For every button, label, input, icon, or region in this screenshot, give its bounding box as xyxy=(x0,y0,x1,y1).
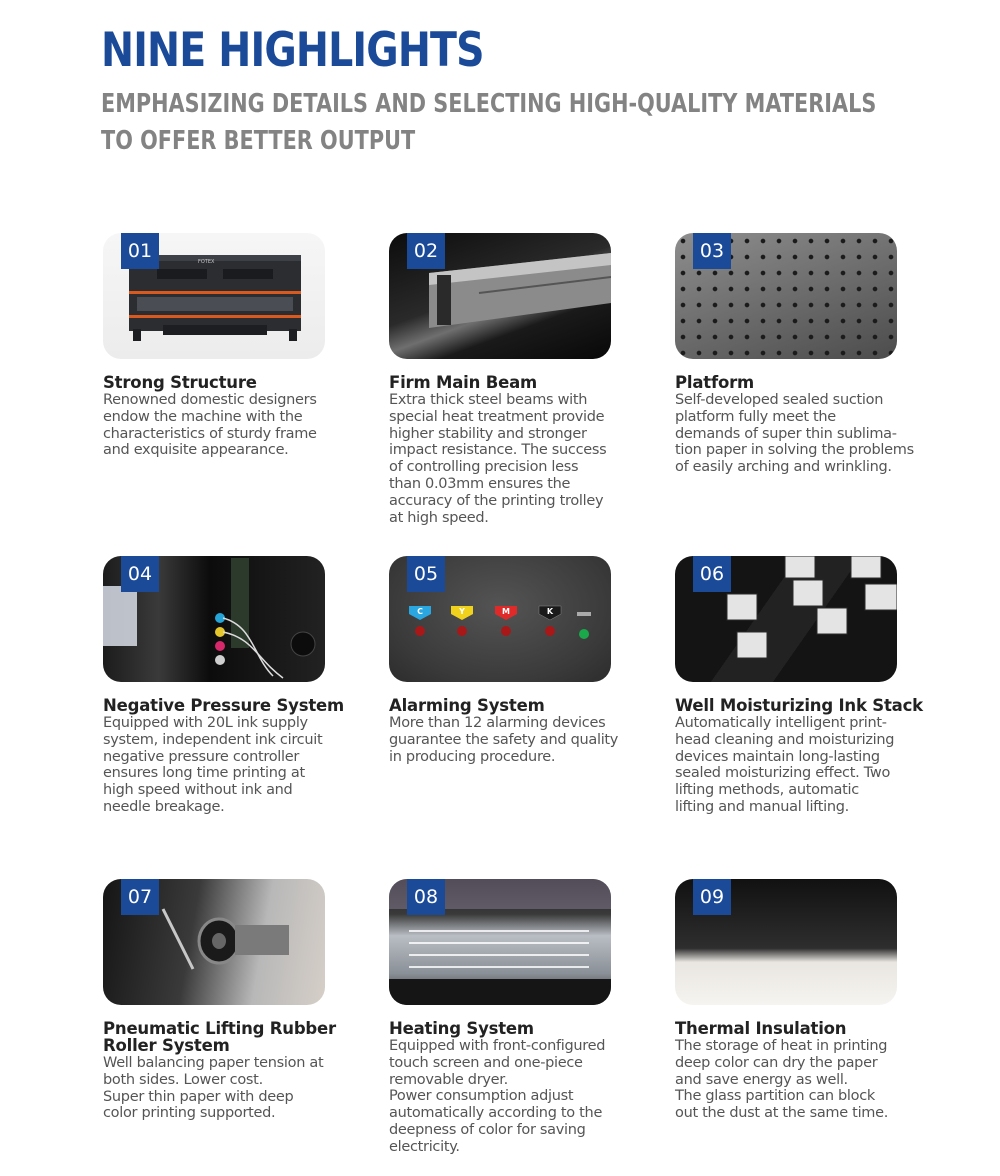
subtitle-line-2: TO OFFER BETTER OUTPUT xyxy=(101,126,416,156)
description-line: impact resistance. The success xyxy=(389,442,607,459)
description-line: Automatically intelligent print- xyxy=(675,715,887,731)
highlight-card-03 xyxy=(675,233,925,476)
description-line: lifting methods, automatic xyxy=(675,782,859,799)
description-line: platform fully meet the xyxy=(675,408,836,425)
highlight-description xyxy=(675,715,925,816)
description-line: Super thin paper with deep xyxy=(103,1088,294,1105)
highlight-title: Well Moisturizing Ink Stack xyxy=(675,696,923,715)
highlight-number: 04 xyxy=(121,556,159,592)
highlight-number: 07 xyxy=(121,879,159,915)
thermal-insulation-photo xyxy=(675,879,897,1005)
alarm-black xyxy=(539,606,561,636)
highlight-card-06 xyxy=(675,556,925,816)
description-line: Extra thick steel beams with xyxy=(389,392,588,408)
highlight-description xyxy=(675,392,925,476)
dryer-photo xyxy=(389,879,611,1005)
description-line: characteristics of sturdy frame xyxy=(103,425,317,442)
description-line: deep color can dry the paper xyxy=(675,1054,878,1071)
description-line: tion paper in solving the problems xyxy=(675,442,914,459)
description-line: head cleaning and moisturizing xyxy=(675,731,895,748)
description-line: Self-developed sealed suction xyxy=(675,392,884,408)
alarm-panel-photo xyxy=(389,556,611,682)
highlight-title: Negative Pressure System xyxy=(103,696,344,715)
description-line: devices maintain long-lasting xyxy=(675,748,880,765)
ink-supply-photo xyxy=(103,556,325,682)
alarm-yellow xyxy=(451,606,473,636)
highlight-card-09 xyxy=(675,879,925,1122)
description-line: More than 12 alarming devices xyxy=(389,715,606,731)
description-line: out the dust at the same time. xyxy=(675,1105,889,1122)
highlight-number: 08 xyxy=(407,879,445,915)
description-line: at high speed. xyxy=(389,509,489,526)
highlight-card-04 xyxy=(103,556,353,816)
highlight-title: Platform xyxy=(675,373,755,392)
steel-beam-photo xyxy=(389,233,611,359)
description-line: than 0.03mm ensures the xyxy=(389,475,571,492)
description-line: deepness of color for saving xyxy=(389,1121,586,1138)
highlight-description xyxy=(103,392,353,459)
description-line: of controlling precision less xyxy=(389,459,579,476)
highlight-description xyxy=(389,1038,639,1156)
description-line: and exquisite appearance. xyxy=(103,442,289,459)
description-line: needle breakage. xyxy=(103,798,225,815)
description-line: ensures long time printing at xyxy=(103,765,305,782)
highlight-title: Strong Structure xyxy=(103,373,257,392)
highlight-description xyxy=(103,1055,353,1122)
highlight-number: 05 xyxy=(407,556,445,592)
alarm-cyan xyxy=(409,606,431,636)
alarm-label-c: C xyxy=(417,607,423,616)
description-line: negative pressure controller xyxy=(103,748,300,765)
highlight-description xyxy=(675,1038,925,1122)
description-line: both sides. Lower cost. xyxy=(103,1071,263,1088)
description-line: system, independent ink circuit xyxy=(103,731,323,748)
highlight-number: 02 xyxy=(407,233,445,269)
description-line: removable dryer. xyxy=(389,1071,508,1088)
highlight-title: Heating System xyxy=(389,1019,534,1038)
subtitle-line-1: EMPHASIZING DETAILS AND SELECTING HIGH-QUALITY MATERIALS xyxy=(101,89,877,119)
rubber-roller-photo xyxy=(103,879,325,1005)
alarm-magenta xyxy=(495,606,517,636)
highlight-description xyxy=(389,392,639,526)
highlight-card-07 xyxy=(103,879,353,1122)
highlight-number: 06 xyxy=(693,556,731,592)
description-line: higher stability and stronger xyxy=(389,425,587,442)
highlight-description xyxy=(389,715,639,765)
description-line: electricity. xyxy=(389,1138,460,1155)
title-line: Roller System xyxy=(103,1036,230,1055)
page-title: NINE HIGHLIGHTS xyxy=(101,23,484,78)
description-line: Power consumption adjust xyxy=(389,1088,574,1105)
title-line: Pneumatic Lifting Rubber xyxy=(103,1019,336,1038)
description-line: endow the machine with the xyxy=(103,408,303,425)
description-line: in producing procedure. xyxy=(389,748,556,765)
alarm-label-k: K xyxy=(546,607,554,616)
description-line: guarantee the safety and quality xyxy=(389,731,619,748)
alarm-label-m: M xyxy=(502,607,510,616)
printer-photo xyxy=(103,233,325,359)
description-line: high speed without ink and xyxy=(103,782,293,799)
highlight-title: Thermal Insulation xyxy=(675,1019,847,1038)
description-line: automatically according to the xyxy=(389,1105,603,1122)
description-line: The storage of heat in printing xyxy=(675,1038,888,1054)
printer-brand: FOTEX xyxy=(198,259,215,265)
highlight-title xyxy=(103,1020,353,1054)
description-line: sealed moisturizing effect. Two xyxy=(675,765,891,782)
highlight-number: 09 xyxy=(693,879,731,915)
highlight-card-05 xyxy=(389,556,639,765)
description-line: and save energy as well. xyxy=(675,1071,848,1088)
highlight-card-08 xyxy=(389,879,639,1156)
page-subtitle xyxy=(101,86,876,160)
description-line: Equipped with front-configured xyxy=(389,1038,606,1054)
highlight-number: 01 xyxy=(121,233,159,269)
description-line: accuracy of the printing trolley xyxy=(389,492,604,509)
highlight-card-01 xyxy=(103,233,353,459)
highlight-description xyxy=(103,715,353,816)
alarm-label-y: Y xyxy=(459,607,465,616)
description-line: touch screen and one-piece xyxy=(389,1054,583,1071)
description-line: color printing supported. xyxy=(103,1105,276,1122)
description-line: demands of super thin sublima- xyxy=(675,425,897,442)
description-line: of easily arching and wrinkling. xyxy=(675,459,892,476)
ink-stack-photo xyxy=(675,556,897,682)
highlight-card-02 xyxy=(389,233,639,526)
platform-photo xyxy=(675,233,897,359)
description-line: Well balancing paper tension at xyxy=(103,1055,324,1071)
highlight-number: 03 xyxy=(693,233,731,269)
description-line: lifting and manual lifting. xyxy=(675,798,849,815)
description-line: Renowned domestic designers xyxy=(103,392,317,408)
description-line: special heat treatment provide xyxy=(389,408,605,425)
highlight-title: Firm Main Beam xyxy=(389,373,537,392)
description-line: The glass partition can block xyxy=(675,1088,875,1105)
highlight-title: Alarming System xyxy=(389,696,545,715)
description-line: Equipped with 20L ink supply xyxy=(103,715,308,731)
